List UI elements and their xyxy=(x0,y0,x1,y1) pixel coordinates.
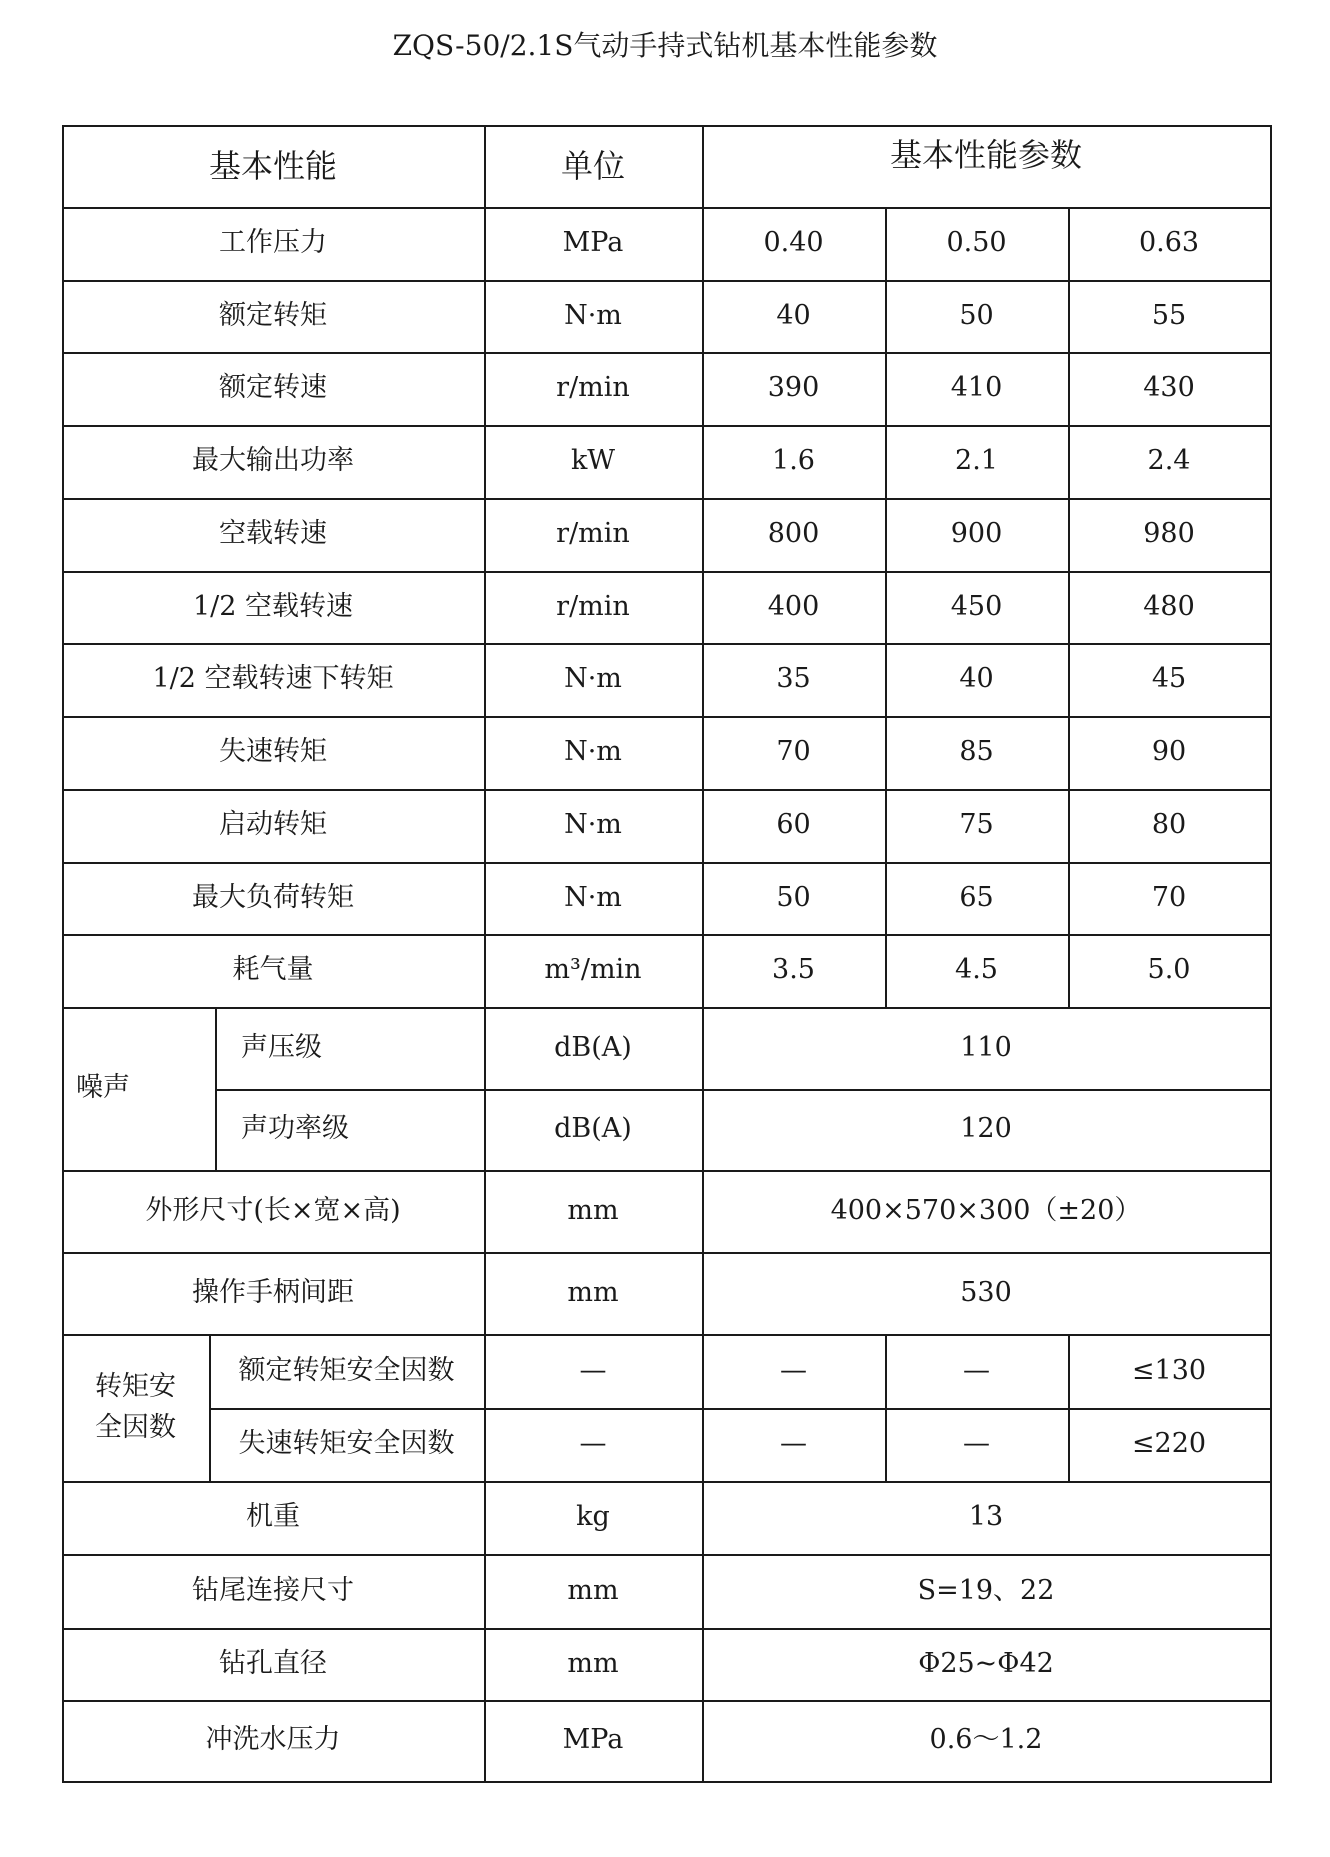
table-rule xyxy=(1068,207,1070,1009)
flush-pressure-label: 冲洗水压力 xyxy=(205,1724,341,1756)
weight-label: 机重 xyxy=(246,1501,300,1533)
row-value: 50 xyxy=(776,881,811,913)
dimensions-unit: mm xyxy=(567,1194,619,1226)
row-value: 50 xyxy=(959,299,994,331)
row-unit: N·m xyxy=(564,881,622,913)
table-rule xyxy=(1270,125,1272,1783)
row-value: 2.1 xyxy=(955,445,998,477)
row-value: 40 xyxy=(959,663,994,695)
row-value: 40 xyxy=(776,299,811,331)
page-title: ZQS-50/2.1S气动手持式钻机基本性能参数 xyxy=(392,29,938,62)
row-value: 390 xyxy=(767,372,820,404)
row-unit: r/min xyxy=(556,518,630,550)
row-label: 耗气量 xyxy=(232,954,314,986)
noise-row-label: 声功率级 xyxy=(241,1113,349,1145)
safety-row-value: ≤220 xyxy=(1131,1428,1207,1460)
flush-pressure-value: 0.6～1.2 xyxy=(929,1724,1043,1756)
row-value: 35 xyxy=(776,663,811,695)
row-label: 最大输出功率 xyxy=(192,445,354,477)
row-value: 45 xyxy=(1151,663,1187,695)
table-rule xyxy=(215,1089,1272,1091)
shank-label: 钻尾连接尺寸 xyxy=(192,1574,354,1606)
row-value: 80 xyxy=(1151,809,1187,841)
noise-row-unit: dB(A) xyxy=(554,1113,632,1145)
handle-spacing-label: 操作手柄间距 xyxy=(192,1276,354,1308)
safety-row-value: — xyxy=(780,1354,807,1386)
safety-row-value: — xyxy=(780,1428,807,1460)
row-value: 400 xyxy=(767,590,820,622)
row-value: 0.40 xyxy=(763,227,824,259)
row-unit: kW xyxy=(570,445,616,477)
row-unit: r/min xyxy=(556,372,630,404)
row-label: 工作压力 xyxy=(219,227,327,259)
row-value: 0.63 xyxy=(1138,227,1200,259)
row-value: 2.4 xyxy=(1147,445,1191,477)
row-value: 450 xyxy=(950,590,1003,622)
noise-row-value: 120 xyxy=(960,1113,1012,1145)
row-value: 85 xyxy=(959,736,994,768)
row-value: 900 xyxy=(950,518,1003,550)
row-value: 0.50 xyxy=(946,227,1007,259)
row-label: 额定转矩 xyxy=(219,299,327,331)
header-performance: 基本性能 xyxy=(208,147,337,185)
noise-group-label: 噪声 xyxy=(76,1072,130,1104)
safety-row-label: 失速转矩安全因数 xyxy=(238,1428,455,1460)
shank-unit: mm xyxy=(567,1574,619,1606)
row-value: 60 xyxy=(776,809,811,841)
header-parameters: 基本性能参数 xyxy=(889,136,1082,174)
row-unit: r/min xyxy=(556,590,630,622)
hole-diameter-unit: mm xyxy=(567,1647,619,1679)
flush-pressure-unit: MPa xyxy=(562,1724,624,1756)
row-value: 480 xyxy=(1143,590,1195,622)
row-label: 额定转速 xyxy=(219,372,327,404)
safety-row-unit: — xyxy=(579,1354,607,1386)
row-label: 启动转矩 xyxy=(219,809,327,841)
row-value: 4.5 xyxy=(955,954,998,986)
weight-unit: kg xyxy=(576,1501,610,1533)
table-rule xyxy=(62,1781,1272,1783)
shank-value: S=19、22 xyxy=(917,1574,1055,1606)
safety-group-label-line2: 全因数 xyxy=(95,1411,176,1443)
row-value: 980 xyxy=(1143,518,1195,550)
row-value: 3.5 xyxy=(772,954,815,986)
row-value: 800 xyxy=(767,518,820,550)
safety-row-label: 额定转矩安全因数 xyxy=(238,1354,455,1386)
table-rule xyxy=(209,1408,1272,1410)
row-unit: N·m xyxy=(564,736,622,768)
row-value: 55 xyxy=(1151,299,1187,331)
row-unit: MPa xyxy=(562,227,624,259)
row-label: 失速转矩 xyxy=(219,736,327,768)
row-value: 90 xyxy=(1151,736,1187,768)
row-unit: N·m xyxy=(564,809,622,841)
row-unit: N·m xyxy=(564,663,622,695)
weight-value: 13 xyxy=(968,1501,1004,1533)
noise-row-unit: dB(A) xyxy=(554,1031,632,1063)
safety-row-value: — xyxy=(963,1354,990,1386)
safety-group-label xyxy=(62,1334,209,1481)
row-value: 70 xyxy=(776,736,811,768)
handle-spacing-value: 530 xyxy=(960,1276,1012,1308)
row-label: 最大负荷转矩 xyxy=(192,881,354,913)
row-value: 5.0 xyxy=(1147,954,1191,986)
row-value: 70 xyxy=(1151,881,1187,913)
row-value: 1.6 xyxy=(772,445,815,477)
row-value: 65 xyxy=(959,881,994,913)
header-unit: 单位 xyxy=(560,147,625,185)
noise-row-label: 声压级 xyxy=(241,1031,322,1063)
safety-group-label-line1: 转矩安 xyxy=(95,1371,176,1402)
dimensions-value: 400×570×300（±20） xyxy=(830,1194,1142,1226)
row-value: 75 xyxy=(959,809,994,841)
row-label: 空载转速 xyxy=(219,518,327,550)
row-value: 430 xyxy=(1143,372,1195,404)
handle-spacing-unit: mm xyxy=(567,1276,619,1308)
row-unit: m³/min xyxy=(544,954,642,986)
noise-row-value: 110 xyxy=(960,1031,1012,1063)
safety-row-value: ≤130 xyxy=(1131,1354,1207,1386)
safety-row-value: — xyxy=(963,1428,990,1460)
row-label: 1/2 空载转速下转矩 xyxy=(152,663,394,695)
safety-row-unit: — xyxy=(579,1428,607,1460)
hole-diameter-label: 钻孔直径 xyxy=(219,1647,327,1679)
row-label: 1/2 空载转速 xyxy=(192,590,354,622)
table-rule xyxy=(885,207,887,1009)
row-value: 410 xyxy=(950,372,1003,404)
dimensions-label: 外形尺寸(长×宽×高) xyxy=(145,1194,401,1226)
row-unit: N·m xyxy=(564,299,622,331)
hole-diameter-value: Φ25~Φ42 xyxy=(918,1647,1054,1679)
